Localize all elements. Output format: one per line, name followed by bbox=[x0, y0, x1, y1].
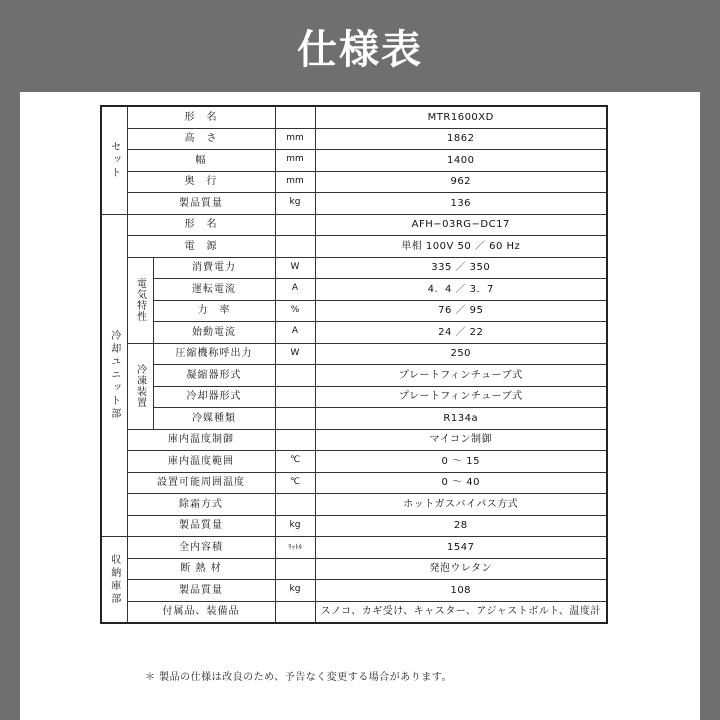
row-label: 製品質量 bbox=[127, 515, 275, 537]
row-value: 単相 100V 50 ／ 60 Hz bbox=[315, 236, 607, 258]
row-unit: W bbox=[275, 257, 315, 279]
page-title: 仕様表 bbox=[297, 26, 423, 73]
row-label: 幅 bbox=[127, 150, 275, 172]
row-label: 断 熱 材 bbox=[127, 558, 275, 580]
row-value: 0 〜 40 bbox=[315, 472, 607, 494]
row-value: スノコ、カギ受け、キャスター、アジャストボルト、温度計 bbox=[315, 601, 607, 623]
row-value: 250 bbox=[315, 343, 607, 365]
row-unit bbox=[275, 106, 315, 128]
row-unit: kg bbox=[275, 515, 315, 537]
row-value: ホットガスバイパス方式 bbox=[315, 494, 607, 516]
table-row bbox=[101, 451, 607, 473]
table-row bbox=[101, 128, 607, 150]
subgroup-refrigeration: 冷凍装置 bbox=[127, 343, 153, 429]
row-value: R134a bbox=[315, 408, 607, 430]
row-label: 除霜方式 bbox=[127, 494, 275, 516]
table-row bbox=[101, 343, 607, 365]
row-value: 1400 bbox=[315, 150, 607, 172]
row-value: 136 bbox=[315, 193, 607, 215]
row-unit: ﾘｯﾄﾙ bbox=[275, 537, 315, 559]
table-row bbox=[101, 601, 607, 623]
row-label: 製品質量 bbox=[127, 193, 275, 215]
table-row bbox=[101, 322, 607, 344]
row-value: 発泡ウレタン bbox=[315, 558, 607, 580]
row-unit bbox=[275, 601, 315, 623]
row-value: 0 〜 15 bbox=[315, 451, 607, 473]
row-unit: A bbox=[275, 322, 315, 344]
table-row bbox=[101, 300, 607, 322]
row-label: 始動電流 bbox=[153, 322, 275, 344]
table-row bbox=[101, 365, 607, 387]
row-value: 4．4 ／ 3．7 bbox=[315, 279, 607, 301]
row-value: プレートフィンチューブ式 bbox=[315, 365, 607, 387]
table-row bbox=[101, 386, 607, 408]
row-label: 付属品、装備品 bbox=[127, 601, 275, 623]
row-label: 形 名 bbox=[127, 106, 275, 128]
row-label: 形 名 bbox=[127, 214, 275, 236]
row-value: 108 bbox=[315, 580, 607, 602]
table-row bbox=[101, 171, 607, 193]
table-row bbox=[101, 429, 607, 451]
table-row bbox=[101, 214, 607, 236]
row-unit: kg bbox=[275, 193, 315, 215]
row-value: 1862 bbox=[315, 128, 607, 150]
row-value: マイコン制御 bbox=[315, 429, 607, 451]
row-unit bbox=[275, 429, 315, 451]
row-unit: % bbox=[275, 300, 315, 322]
table-row bbox=[101, 193, 607, 215]
row-unit bbox=[275, 365, 315, 387]
table-row bbox=[101, 408, 607, 430]
table-row bbox=[101, 257, 607, 279]
row-unit: ℃ bbox=[275, 451, 315, 473]
row-value: 76 ／ 95 bbox=[315, 300, 607, 322]
table-row bbox=[101, 279, 607, 301]
row-unit bbox=[275, 214, 315, 236]
row-value: 1547 bbox=[315, 537, 607, 559]
table-row bbox=[101, 580, 607, 602]
row-label: 奥 行 bbox=[127, 171, 275, 193]
group-set: セット bbox=[101, 106, 127, 214]
group-storage: 収納庫部 bbox=[101, 537, 127, 624]
row-unit bbox=[275, 494, 315, 516]
row-unit: mm bbox=[275, 150, 315, 172]
row-value: AFH−03RG−DC17 bbox=[315, 214, 607, 236]
row-unit bbox=[275, 408, 315, 430]
row-value: 962 bbox=[315, 171, 607, 193]
table-row bbox=[101, 150, 607, 172]
row-label: 電 源 bbox=[127, 236, 275, 258]
row-label: 力 率 bbox=[153, 300, 275, 322]
row-label: 設置可能周囲温度 bbox=[127, 472, 275, 494]
row-unit: mm bbox=[275, 128, 315, 150]
row-unit: W bbox=[275, 343, 315, 365]
row-label: 消費電力 bbox=[153, 257, 275, 279]
row-unit: kg bbox=[275, 580, 315, 602]
table-row bbox=[101, 472, 607, 494]
spec-panel bbox=[20, 92, 700, 720]
row-value: プレートフィンチューブ式 bbox=[315, 386, 607, 408]
row-unit: ℃ bbox=[275, 472, 315, 494]
row-unit: A bbox=[275, 279, 315, 301]
row-unit: mm bbox=[275, 171, 315, 193]
row-value: 335 ／ 350 bbox=[315, 257, 607, 279]
subgroup-electric: 電気特性 bbox=[127, 257, 153, 343]
row-label: 運転電流 bbox=[153, 279, 275, 301]
row-label: 製品質量 bbox=[127, 580, 275, 602]
row-label: 冷媒種類 bbox=[153, 408, 275, 430]
row-label: 圧縮機称呼出力 bbox=[153, 343, 275, 365]
table-row bbox=[101, 558, 607, 580]
row-value: 24 ／ 22 bbox=[315, 322, 607, 344]
row-unit bbox=[275, 236, 315, 258]
table-row bbox=[101, 515, 607, 537]
row-label: 冷却器形式 bbox=[153, 386, 275, 408]
row-value: MTR1600XD bbox=[315, 106, 607, 128]
row-label: 凝縮器形式 bbox=[153, 365, 275, 387]
table-row bbox=[101, 236, 607, 258]
spec-table bbox=[100, 105, 608, 624]
row-value: 28 bbox=[315, 515, 607, 537]
table-row bbox=[101, 537, 607, 559]
group-cooling-unit: 冷却ユニット部 bbox=[101, 214, 127, 537]
table-row bbox=[101, 494, 607, 516]
row-label: 庫内温度範囲 bbox=[127, 451, 275, 473]
row-label: 高 さ bbox=[127, 128, 275, 150]
table-row bbox=[101, 106, 607, 128]
row-unit bbox=[275, 558, 315, 580]
row-label: 庫内温度制御 bbox=[127, 429, 275, 451]
row-unit bbox=[275, 386, 315, 408]
row-label: 全内容積 bbox=[127, 537, 275, 559]
footnote: ＊ 製品の仕様は改良のため、予告なく変更する場合があります。 bbox=[145, 672, 452, 683]
